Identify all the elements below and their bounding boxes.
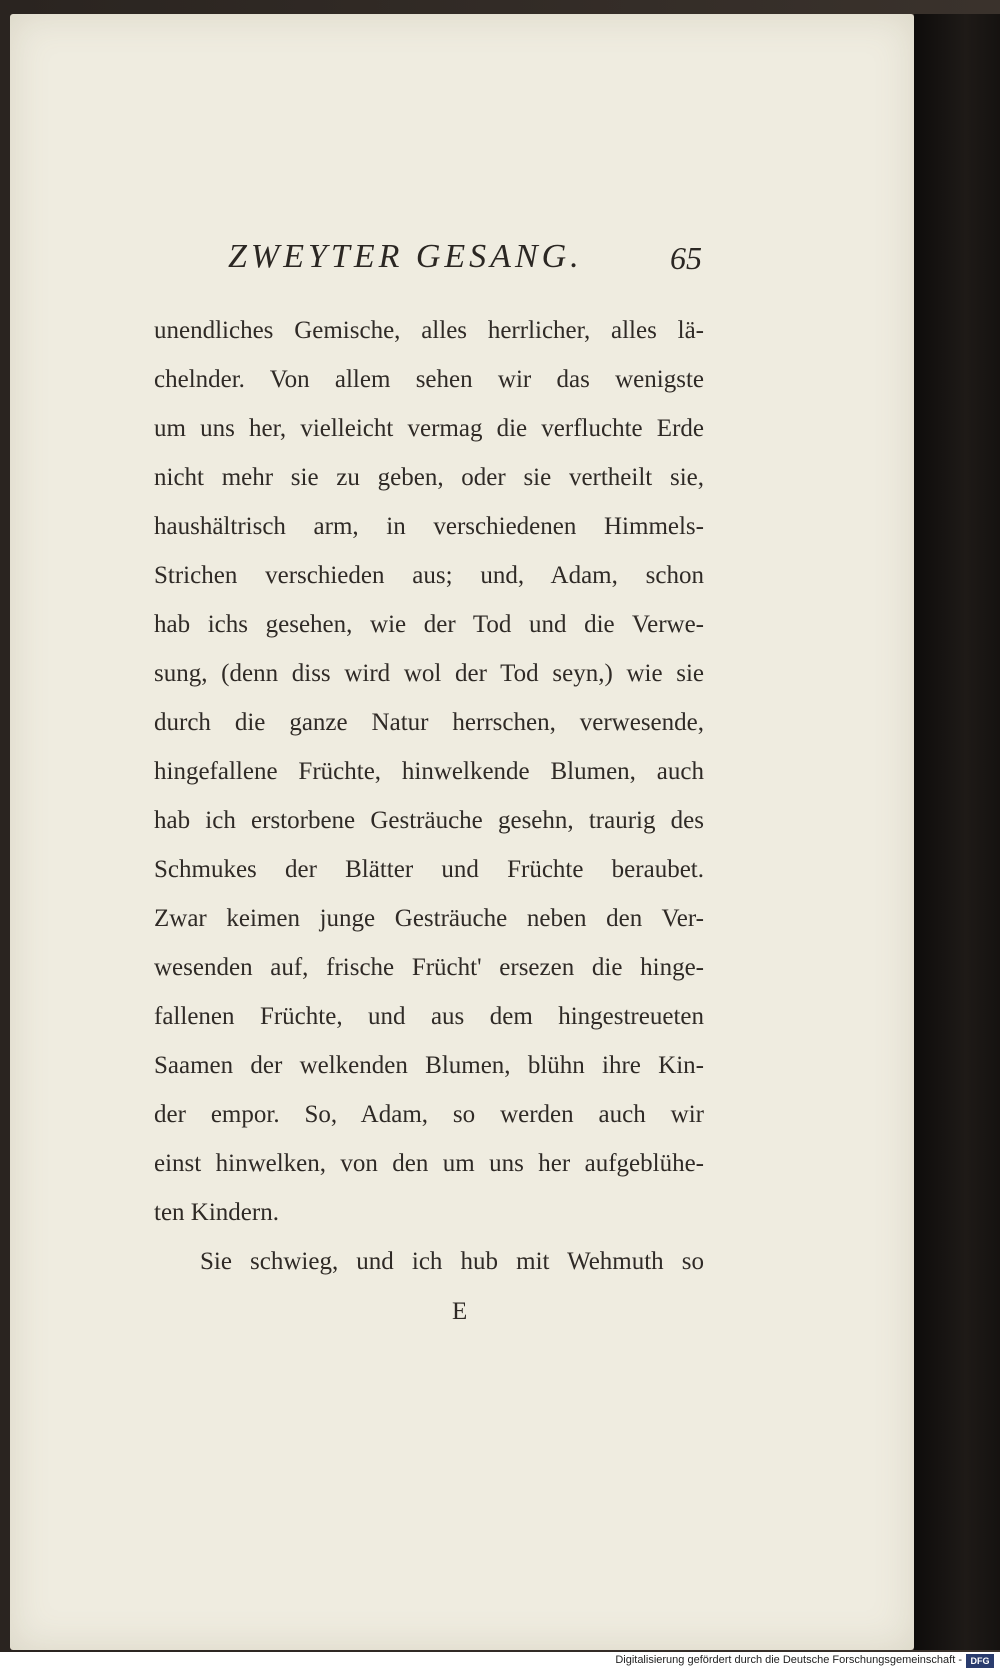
text-line: nicht mehr sie zu geben, oder sie vertheilt sie, xyxy=(154,464,704,491)
text-line: sung, (denn diss wird wol der Tod seyn,) wie sie xyxy=(154,660,704,687)
footer-credit: Digitalisierung gefördert durch die Deutsche Forschungsgemeinschaft - xyxy=(615,1654,962,1666)
text-line: unendliches Gemische, alles herrlicher, alles lä- xyxy=(154,317,704,344)
text-line: haushältrisch arm, in verschiedenen Himmels- xyxy=(154,513,704,540)
text-line: Strichen verschieden aus; und, Adam, schon xyxy=(154,562,704,589)
text-line: chelnder. Von allem sehen wir das wenigste xyxy=(154,366,704,393)
text-line: Saamen der welkenden Blumen, blühn ihre Kin- xyxy=(154,1052,704,1079)
signature-mark: E xyxy=(452,1298,468,1325)
text-line: um uns her, vielleicht vermag die verfluchte Erde xyxy=(154,415,704,442)
text-line: durch die ganze Natur herrschen, verwesende, xyxy=(154,709,704,736)
text-line: einst hinwelken, von den um uns her aufgeblühe- xyxy=(154,1150,704,1177)
text-line: fallenen Früchte, und aus dem hingestreueten xyxy=(154,1003,704,1030)
text-line: hab ichs gesehen, wie der Tod und die Verwe- xyxy=(154,611,704,638)
text-line: Zwar keimen junge Gesträuche neben den Ver- xyxy=(154,905,704,932)
text-line: wesenden auf, frische Frücht' ersezen die hinge- xyxy=(154,954,704,981)
text-line: der empor. So, Adam, so werden auch wir xyxy=(154,1101,704,1128)
text-line: ten Kindern. xyxy=(154,1199,279,1226)
text-line: Sie schwieg, und ich hub mit Wehmuth so xyxy=(200,1248,704,1275)
body-text xyxy=(154,306,704,1286)
text-line: Schmukes der Blätter und Früchte beraubet. xyxy=(154,856,704,883)
running-head: ZWEYTER GESANG. xyxy=(228,238,583,275)
page-edge xyxy=(914,14,1000,1650)
text-line: hingefallene Früchte, hinwelkende Blumen, auch xyxy=(154,758,704,785)
page-number: 65 xyxy=(670,240,702,276)
dfg-logo: DFG xyxy=(966,1654,994,1668)
text-line: hab ich erstorbene Gesträuche gesehn, traurig des xyxy=(154,807,704,834)
